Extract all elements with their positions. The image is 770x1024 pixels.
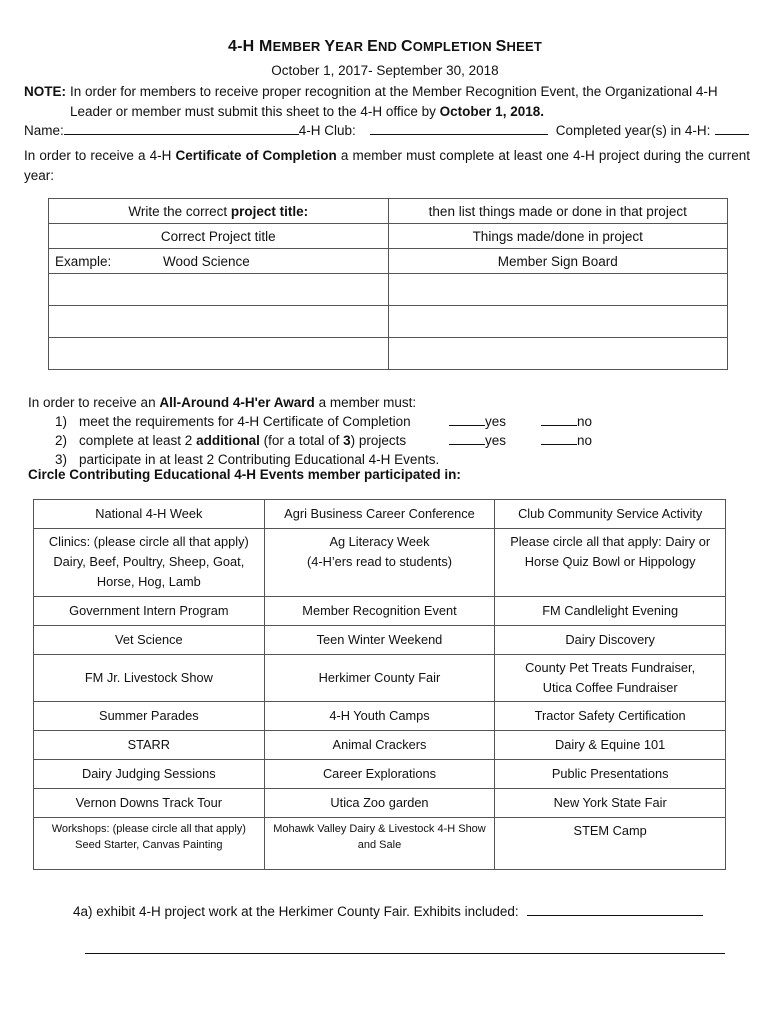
- event-cell-clinics[interactable]: Clinics: (please circle all that apply) Dairy, Beef, Poultry, Sheep, Goat, Horse, Hog, Lamb: [34, 529, 265, 597]
- event-cell-dairy-show[interactable]: Mohawk Valley Dairy & Livestock 4-H Show and Sale: [264, 818, 495, 870]
- things-cell[interactable]: [388, 306, 728, 338]
- event-cell[interactable]: Vet Science: [34, 626, 265, 655]
- years-label: Completed year(s) in 4-H:: [555, 123, 711, 138]
- things-cell[interactable]: [388, 274, 728, 306]
- event-cell[interactable]: Animal Crackers: [264, 731, 495, 760]
- event-cell[interactable]: STEM Camp: [495, 818, 726, 870]
- no-blank[interactable]: [541, 413, 577, 426]
- name-field[interactable]: [64, 121, 299, 135]
- event-cell[interactable]: Dairy & Equine 101: [495, 731, 726, 760]
- deadline: October 1, 2018.: [439, 104, 544, 119]
- event-cell-quiz-bowl[interactable]: Please circle all that apply: Dairy or Horse Quiz Bowl or Hippology: [495, 529, 726, 597]
- note-label: NOTE:: [24, 84, 66, 99]
- exhibits-continuation-line[interactable]: [85, 953, 725, 954]
- event-cell-fundraisers[interactable]: County Pet Treats Fundraiser, Utica Coffee Fundraiser: [495, 655, 726, 702]
- club-label: 4-H Club:: [298, 123, 356, 138]
- event-cell[interactable]: Agri Business Career Conference: [264, 500, 495, 529]
- project-table: [48, 198, 728, 370]
- event-cell[interactable]: Government Intern Program: [34, 597, 265, 626]
- example-things: Member Sign Board: [388, 249, 728, 274]
- club-field[interactable]: [370, 121, 548, 135]
- event-cell[interactable]: 4-H Youth Camps: [264, 702, 495, 731]
- circle-events-label: Circle Contributing Educational 4-H Events member participated in:: [28, 467, 461, 482]
- project-title-subheader: Correct Project title: [49, 224, 389, 249]
- project-title-cell[interactable]: [49, 306, 389, 338]
- things-header: then list things made or done in that project: [388, 199, 728, 224]
- events-table: [33, 499, 726, 870]
- event-cell[interactable]: Herkimer County Fair: [264, 655, 495, 702]
- event-cell[interactable]: Club Community Service Activity: [495, 500, 726, 529]
- certificate-intro: In order to receive a 4-H Certificate of Completion a member must complete at least one 4-H project during the current year:: [24, 148, 750, 183]
- event-cell[interactable]: Vernon Downs Track Tour: [34, 789, 265, 818]
- event-cell[interactable]: FM Jr. Livestock Show: [34, 655, 265, 702]
- event-cell-workshops[interactable]: Workshops: (please circle all that apply) Seed Starter, Canvas Painting: [34, 818, 265, 870]
- project-title-cell[interactable]: [49, 338, 389, 370]
- event-cell[interactable]: Teen Winter Weekend: [264, 626, 495, 655]
- no-blank[interactable]: [541, 432, 577, 445]
- event-cell[interactable]: STARR: [34, 731, 265, 760]
- event-cell[interactable]: New York State Fair: [495, 789, 726, 818]
- yes-blank[interactable]: [449, 432, 485, 445]
- event-cell[interactable]: National 4-H Week: [34, 500, 265, 529]
- event-cell[interactable]: Tractor Safety Certification: [495, 702, 726, 731]
- name-label: Name:: [24, 123, 64, 138]
- member-info-line: [24, 121, 750, 138]
- yes-blank[interactable]: [449, 413, 485, 426]
- all-around-section: [28, 393, 748, 469]
- note: NOTE: In order for members to receive proper recognition at the Member Recognition Event, the Organizational 4-H Leader or member must submit this sheet to the 4-H office by October 1, 2018.: [24, 84, 718, 119]
- years-field[interactable]: [715, 121, 749, 135]
- exhibit-line: 4a) exhibit 4-H project work at the Herkimer County Fair. Exhibits included:: [73, 902, 703, 919]
- event-cell[interactable]: Public Presentations: [495, 760, 726, 789]
- things-subheader: Things made/done in project: [388, 224, 728, 249]
- example-row: Example: Wood Science: [49, 249, 389, 274]
- event-cell[interactable]: FM Candlelight Evening: [495, 597, 726, 626]
- event-cell[interactable]: Summer Parades: [34, 702, 265, 731]
- things-cell[interactable]: [388, 338, 728, 370]
- requirement-2: 2) complete at least 2 additional (for a total of 3) projects yes no: [55, 433, 593, 448]
- project-title-cell[interactable]: [49, 274, 389, 306]
- project-title-header: Write the correct project title:: [49, 199, 389, 224]
- all-around-intro: In order to receive an All-Around 4-H'er Award a member must:: [28, 395, 417, 410]
- event-cell[interactable]: Dairy Discovery: [495, 626, 726, 655]
- event-cell-ag-literacy[interactable]: Ag Literacy Week (4-H’ers read to students): [264, 529, 495, 597]
- requirement-3: 3) participate in at least 2 Contributing Educational 4-H Events.: [55, 452, 440, 467]
- requirement-1: 1) meet the requirements for 4-H Certificate of Completion yes no: [55, 414, 593, 429]
- event-cell[interactable]: Utica Zoo garden: [264, 789, 495, 818]
- date-range: October 1, 2017- September 30, 2018: [271, 63, 499, 78]
- event-cell[interactable]: Dairy Judging Sessions: [34, 760, 265, 789]
- exhibits-field[interactable]: [527, 902, 703, 916]
- event-cell[interactable]: Career Explorations: [264, 760, 495, 789]
- event-cell[interactable]: Member Recognition Event: [264, 597, 495, 626]
- page-title: 4-H MEMBER YEAR END COMPLETION SHEET: [228, 38, 542, 55]
